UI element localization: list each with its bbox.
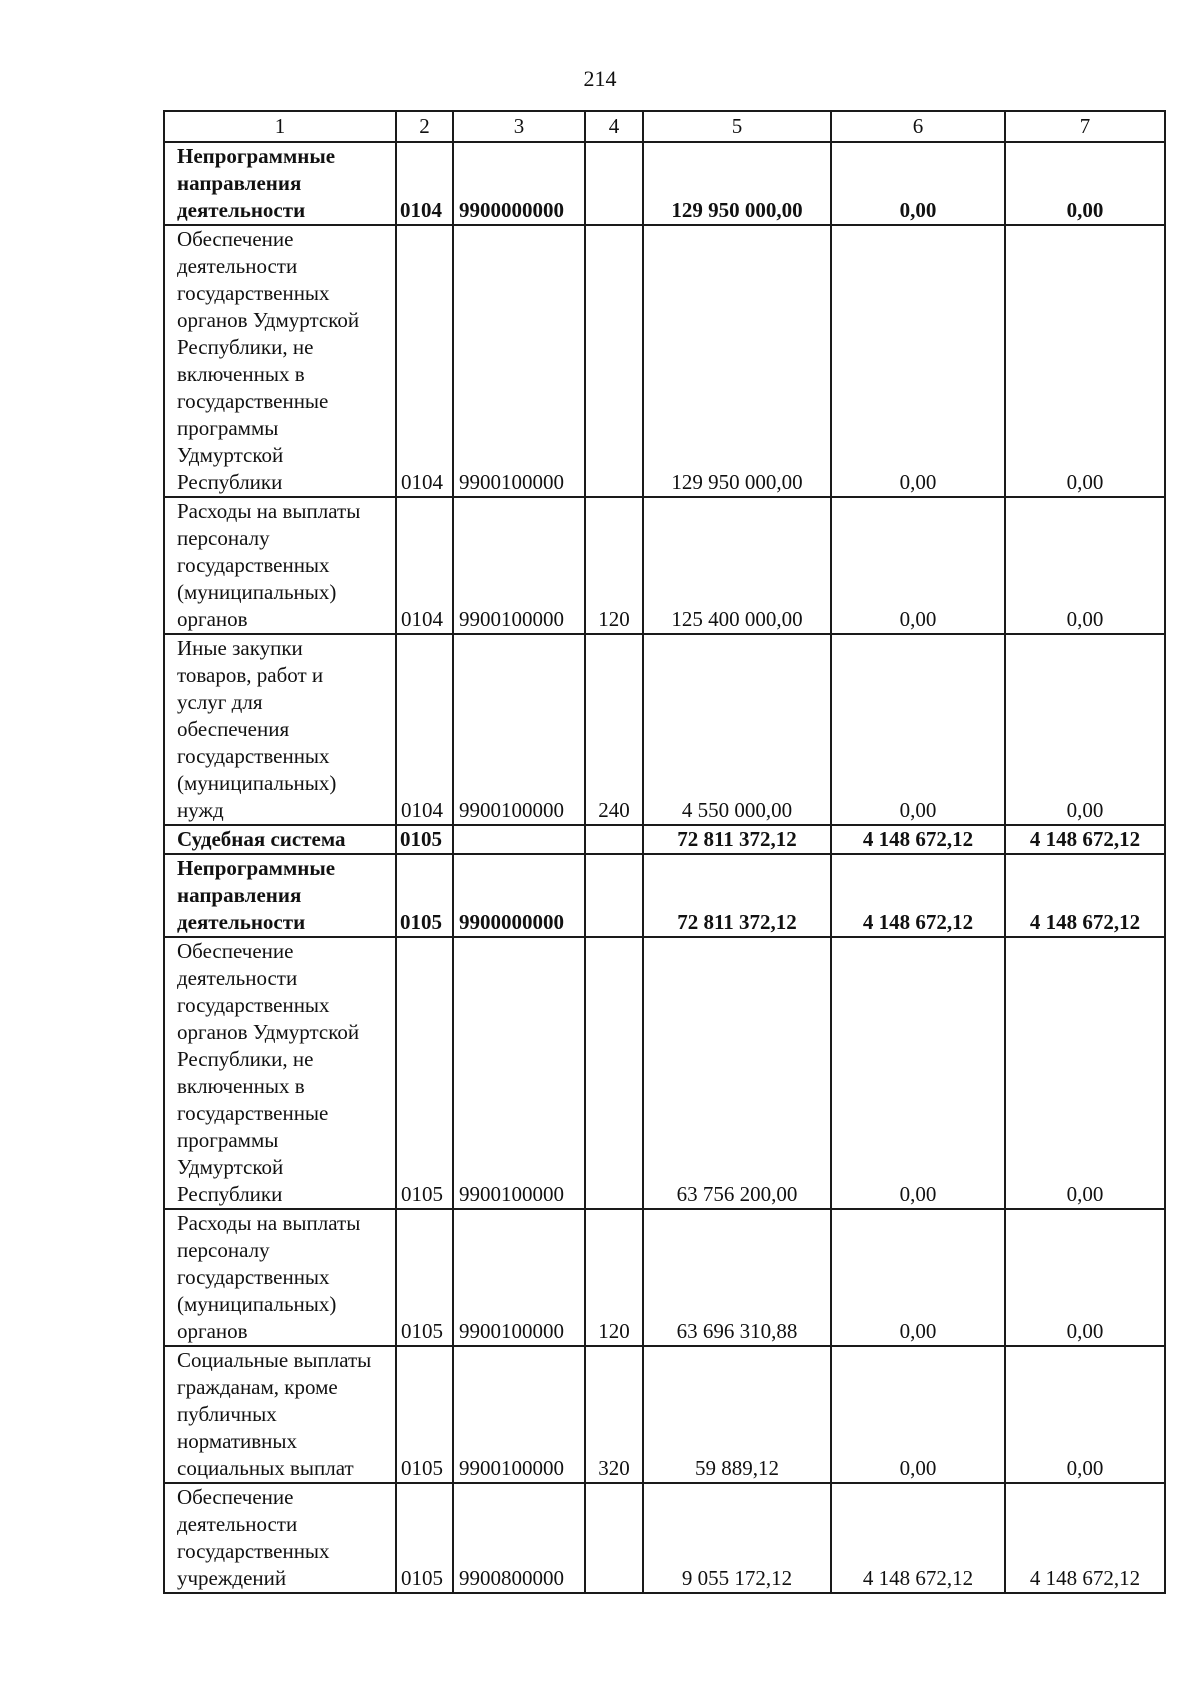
target-article-cell: 9900000000 (453, 142, 585, 225)
amount-col7-cell: 4 148 672,12 (1005, 1483, 1165, 1593)
amount-col5-cell: 9 055 172,12 (643, 1483, 831, 1593)
amount-col6-cell: 0,00 (831, 1209, 1005, 1346)
expense-type-cell (585, 937, 643, 1209)
section-code-cell: 0105 (396, 937, 453, 1209)
target-article-cell: 9900100000 (453, 634, 585, 825)
row-name-line: Республики (177, 470, 283, 494)
amount-col7-cell: 0,00 (1005, 497, 1165, 634)
row-name-line: государственных (177, 1539, 330, 1563)
row-name-line: Непрограммные (177, 144, 336, 168)
row-name-line: деятельности (177, 254, 298, 278)
row-name-line: деятельности (177, 1512, 298, 1536)
expense-type-cell (585, 825, 643, 854)
row-name-line: органов Удмуртской (177, 308, 360, 332)
expense-type-cell (585, 225, 643, 497)
row-name-cell (164, 1346, 396, 1483)
section-code-cell: 0105 (396, 825, 453, 854)
amount-col5-cell: 72 811 372,12 (643, 854, 831, 937)
row-name-line: Иные закупки (177, 636, 303, 660)
expense-type-cell: 120 (585, 1209, 643, 1346)
row-name-line: Расходы на выплаты (177, 499, 361, 523)
row-name-cell (164, 854, 396, 937)
row-name-line: государственных (177, 993, 330, 1017)
row-name-line: персоналу (177, 1238, 270, 1262)
budget-table (163, 110, 1166, 1594)
table-row (164, 825, 1165, 854)
table-row (164, 142, 1165, 225)
row-name-line: гражданам, кроме (177, 1375, 338, 1399)
header-cell: 3 (453, 111, 585, 142)
table-row (164, 937, 1165, 1209)
amount-col6-cell: 0,00 (831, 497, 1005, 634)
amount-col7-cell: 0,00 (1005, 1209, 1165, 1346)
amount-col7-cell: 0,00 (1005, 142, 1165, 225)
table-header-row (164, 111, 1165, 142)
header-cell: 7 (1005, 111, 1165, 142)
row-name-line: публичных (177, 1402, 277, 1426)
row-name-line: направления (177, 171, 302, 195)
target-article-cell (453, 825, 585, 854)
amount-col6-cell: 0,00 (831, 225, 1005, 497)
row-name-cell (164, 634, 396, 825)
expense-type-cell (585, 142, 643, 225)
target-article-cell: 9900100000 (453, 1209, 585, 1346)
row-name-line: учреждений (177, 1566, 287, 1590)
amount-col5-cell: 4 550 000,00 (643, 634, 831, 825)
row-name-line: государственных (177, 1265, 330, 1289)
amount-col7-cell: 0,00 (1005, 225, 1165, 497)
target-article-cell: 9900100000 (453, 497, 585, 634)
amount-col7-cell: 0,00 (1005, 937, 1165, 1209)
amount-col5-cell: 129 950 000,00 (643, 142, 831, 225)
table-row (164, 497, 1165, 634)
header-cell: 2 (396, 111, 453, 142)
table-row (164, 225, 1165, 497)
row-name-line: Непрограммные (177, 856, 336, 880)
row-name-line: Расходы на выплаты (177, 1211, 361, 1235)
row-name-line: (муниципальных) (177, 771, 337, 795)
amount-col6-cell: 0,00 (831, 1346, 1005, 1483)
row-name-cell (164, 1483, 396, 1593)
expense-type-cell (585, 854, 643, 937)
section-code-cell: 0105 (396, 854, 453, 937)
row-name-line: Социальные выплаты (177, 1348, 372, 1372)
section-code-cell: 0104 (396, 497, 453, 634)
header-cell: 1 (164, 111, 396, 142)
row-name-line: включенных в (177, 1074, 305, 1098)
row-name-line: Судебная система (177, 827, 346, 851)
table-row (164, 1209, 1165, 1346)
table-row (164, 854, 1165, 937)
row-name-cell (164, 497, 396, 634)
amount-col6-cell: 0,00 (831, 634, 1005, 825)
row-name-line: Обеспечение (177, 939, 294, 963)
table-row (164, 1483, 1165, 1593)
row-name-line: государственные (177, 389, 329, 413)
row-name-line: Республики (177, 1182, 283, 1206)
row-name-line: органов (177, 607, 248, 631)
row-name-line: государственные (177, 1101, 329, 1125)
row-name-line: государственных (177, 553, 330, 577)
section-code-cell: 0105 (396, 1483, 453, 1593)
amount-col7-cell: 4 148 672,12 (1005, 854, 1165, 937)
row-name-cell (164, 1209, 396, 1346)
row-name-line: Республики, не (177, 335, 314, 359)
row-name-line: государственных (177, 744, 330, 768)
row-name-line: государственных (177, 281, 330, 305)
row-name-line: Обеспечение (177, 1485, 294, 1509)
section-code-cell: 0105 (396, 1346, 453, 1483)
row-name-line: направления (177, 883, 302, 907)
amount-col5-cell: 63 696 310,88 (643, 1209, 831, 1346)
target-article-cell: 9900100000 (453, 1346, 585, 1483)
row-name-line: (муниципальных) (177, 1292, 337, 1316)
amount-col7-cell: 0,00 (1005, 634, 1165, 825)
target-article-cell: 9900800000 (453, 1483, 585, 1593)
amount-col6-cell: 0,00 (831, 142, 1005, 225)
table-row (164, 634, 1165, 825)
row-name-line: обеспечения (177, 717, 290, 741)
section-code-cell: 0104 (396, 225, 453, 497)
row-name-line: включенных в (177, 362, 305, 386)
row-name-line: органов Удмуртской (177, 1020, 360, 1044)
expense-type-cell: 120 (585, 497, 643, 634)
amount-col5-cell: 63 756 200,00 (643, 937, 831, 1209)
header-cell: 6 (831, 111, 1005, 142)
expense-type-cell: 320 (585, 1346, 643, 1483)
row-name-line: Республики, не (177, 1047, 314, 1071)
row-name-cell (164, 937, 396, 1209)
row-name-line: Удмуртской (177, 443, 284, 467)
amount-col6-cell: 4 148 672,12 (831, 1483, 1005, 1593)
row-name-cell (164, 825, 396, 854)
row-name-line: органов (177, 1319, 248, 1343)
amount-col5-cell: 72 811 372,12 (643, 825, 831, 854)
amount-col6-cell: 0,00 (831, 937, 1005, 1209)
amount-col5-cell: 129 950 000,00 (643, 225, 831, 497)
page-number: 214 (583, 66, 617, 91)
row-name-line: деятельности (177, 910, 306, 934)
target-article-cell: 9900100000 (453, 937, 585, 1209)
row-name-line: программы (177, 416, 279, 440)
row-name-cell (164, 225, 396, 497)
target-article-cell: 9900000000 (453, 854, 585, 937)
table-row (164, 1346, 1165, 1483)
section-code-cell: 0104 (396, 142, 453, 225)
amount-col6-cell: 4 148 672,12 (831, 854, 1005, 937)
row-name-line: деятельности (177, 966, 298, 990)
amount-col6-cell: 4 148 672,12 (831, 825, 1005, 854)
row-name-line: деятельности (177, 198, 306, 222)
section-code-cell: 0104 (396, 634, 453, 825)
amount-col5-cell: 59 889,12 (643, 1346, 831, 1483)
amount-col5-cell: 125 400 000,00 (643, 497, 831, 634)
row-name-line: (муниципальных) (177, 580, 337, 604)
row-name-line: персоналу (177, 526, 270, 550)
section-code-cell: 0105 (396, 1209, 453, 1346)
amount-col7-cell: 4 148 672,12 (1005, 825, 1165, 854)
amount-col7-cell: 0,00 (1005, 1346, 1165, 1483)
row-name-line: социальных выплат (177, 1456, 354, 1480)
expense-type-cell (585, 1483, 643, 1593)
row-name-line: услуг для (177, 690, 263, 714)
target-article-cell: 9900100000 (453, 225, 585, 497)
row-name-line: товаров, работ и (177, 663, 324, 687)
row-name-line: программы (177, 1128, 279, 1152)
expense-type-cell: 240 (585, 634, 643, 825)
row-name-cell (164, 142, 396, 225)
row-name-line: Удмуртской (177, 1155, 284, 1179)
header-cell: 4 (585, 111, 643, 142)
header-cell: 5 (643, 111, 831, 142)
row-name-line: нужд (177, 798, 224, 822)
row-name-line: нормативных (177, 1429, 298, 1453)
row-name-line: Обеспечение (177, 227, 294, 251)
